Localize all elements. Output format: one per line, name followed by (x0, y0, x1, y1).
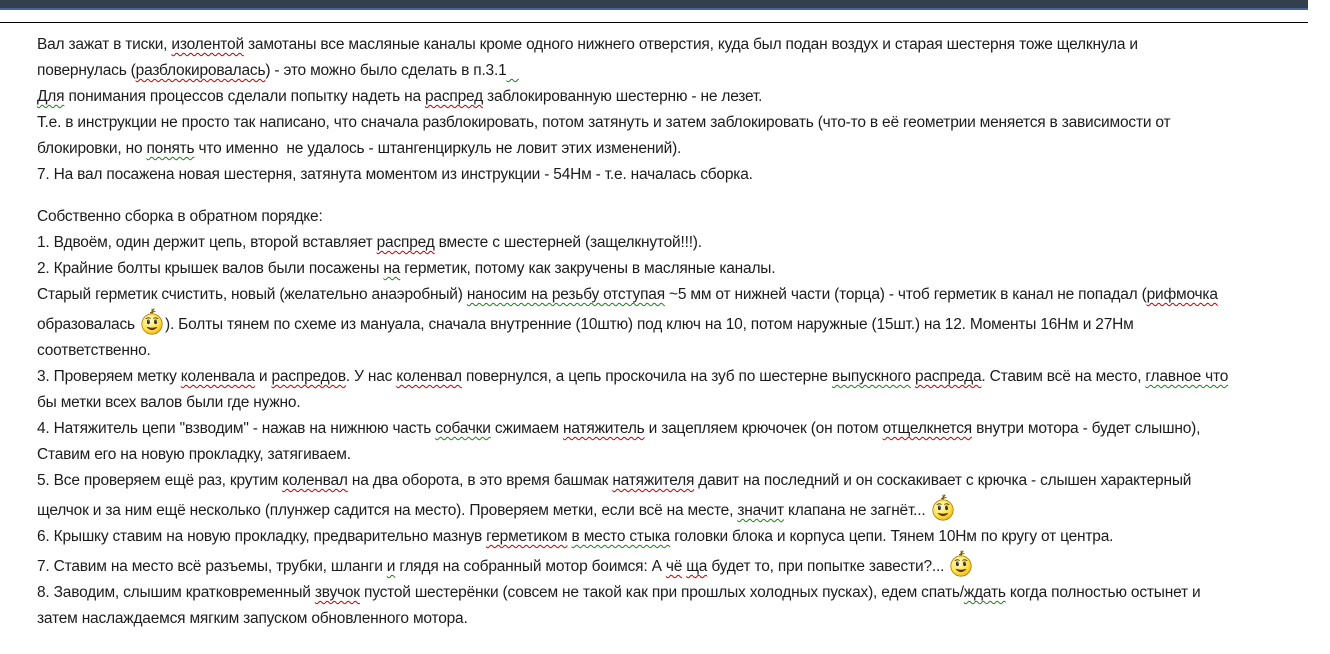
text-run: Старый герметик счистить, новый (желательно анаэробный) (37, 286, 467, 303)
text-run: что именно не удалось - штангенциркуль не ловит этих изменений). (194, 140, 682, 157)
text-line (37, 308, 1310, 338)
text-line (37, 338, 1310, 364)
text-run: и (254, 368, 272, 385)
text-run: . У нас (345, 368, 397, 385)
smiley-emoticon (948, 550, 974, 578)
text-run: 7. На вал посажена новая шестерня, затянута моментом из инструкции - 54Нм - т.е. началась сборка. (37, 166, 753, 183)
text-run: глядя на собранный мотор боимся: А (395, 558, 666, 575)
text-line (37, 256, 1310, 282)
text-run: головки блока и корпуса цепи. Тянем 10Нм по кругу от центра. (670, 528, 1114, 545)
spellcheck-green-run: главное что (1145, 368, 1229, 385)
text-run: повернулся, а цепь проскочила на зуб по шестерне (461, 368, 832, 385)
text-run: замотаны все масляные каналы кроме одного нижнего отверстия, куда был подан воздух и старая шестерня тоже щелкнула и (243, 36, 1138, 53)
text-run: ~5 мм от нижней части (торца) - чтоб герметик в канал не попадал ( (664, 286, 1147, 303)
text-line (37, 390, 1310, 416)
spellcheck-red-run: герметиком (486, 528, 568, 545)
text-run: образовалась (37, 316, 139, 333)
spellcheck-red-run: ща (686, 558, 708, 575)
text-line (37, 550, 1310, 580)
spellcheck-green-run: собачки (435, 420, 491, 437)
text-run: Ставим его на новую прокладку, затягиваем. (37, 446, 351, 463)
spellcheck-red-run: изолентой (171, 36, 244, 53)
text-run: и зацепляем крючочек (он потом (644, 420, 883, 437)
text-run: 2. Крайние болты крышек валов были посажены (37, 260, 384, 277)
text-line (37, 494, 1310, 524)
text-line (37, 32, 1310, 58)
spellcheck-green-run: значит (737, 502, 784, 519)
text-run: сжимаем (490, 420, 564, 437)
spellcheck-green-run: выпускного (831, 368, 911, 385)
text-run: Собственно сборка в обратном порядке: (37, 208, 323, 225)
text-run: . Ставим всё на место, (981, 368, 1146, 385)
text-line (37, 84, 1310, 110)
text-run: на два оборота, в это время башмак (347, 472, 613, 489)
text-run: заблокированную шестерню - не лезет. (482, 88, 763, 105)
spellcheck-red-run: натяжителя (612, 472, 695, 489)
text-run: бы метки всех валов были где нужно. (37, 394, 301, 411)
text-run: щелчок и за ним ещё несколько (плунжер садится на место). Проверяем метки, если всё на месте, (37, 502, 738, 519)
text-line (37, 442, 1310, 468)
text-run: вместе с шестерней (защелкнутой!!!). (434, 234, 702, 251)
text-run: блокировки, но (37, 140, 147, 157)
text-run: Вал зажат в тиски, (37, 36, 172, 53)
spellcheck-green-run: ждать (963, 584, 1006, 601)
text-line (37, 282, 1310, 308)
text-line (37, 204, 1310, 230)
spellcheck-red-run: звучок (314, 584, 360, 601)
text-line (37, 230, 1310, 256)
spellcheck-red-run: отщелкнется (882, 420, 972, 437)
text-run: будет то, при попытке завести?... (707, 558, 949, 575)
spellcheck-red-run: коленвала (180, 368, 255, 385)
text-line (37, 364, 1310, 390)
text-run: повернулась ( (37, 62, 136, 79)
text-line (37, 468, 1310, 494)
spellcheck-green-run: Для (37, 88, 65, 105)
text-run: 3. Проверяем метку (37, 368, 181, 385)
text-run: понимания процессов сделали попытку надеть на (64, 88, 425, 105)
text-run: 7. Ставим на место всё разъемы, трубки, шланги (37, 558, 387, 575)
spellcheck-red-run: коленвал (282, 472, 348, 489)
spellcheck-red-run: распред (425, 88, 483, 105)
text-run: соответственно. (37, 342, 151, 359)
spellcheck-red-run: распред (376, 234, 435, 251)
text-run: пустой шестерёнки (совсем не такой как при прошлых холодных пусках), едем спать/ (359, 584, 964, 601)
spellcheck-green-run (507, 62, 519, 79)
spellcheck-red-run: разблокировалась (135, 62, 266, 79)
text-run: ). Болты тянем по схеме из мануала, сначала внутренние (10штю) под ключ на 10, потом наружные (15шт.) на 12. Моменты 16Нм и 27Нм (165, 316, 1134, 333)
text-line (37, 606, 1310, 632)
spellcheck-red-run: распредов (271, 368, 346, 385)
text-run: клапана не загнёт... (783, 502, 930, 519)
text-run: внутри мотора - будет слышно), (972, 420, 1201, 437)
text-run: Т.е. в инструкции не просто так написано, что сначала разблокировать, потом затянуть и затем заблокировать (что-то в её геометрии меняется в зависимости от (37, 114, 1171, 131)
text-run: 6. Крышку ставим на новую прокладку, предварительно мазнув (37, 528, 487, 545)
text-run: 5. Все проверяем ещё раз, крутим (37, 472, 283, 489)
text-line (37, 110, 1310, 136)
text-line (37, 162, 1310, 188)
spellcheck-green-run: в место стыка (571, 528, 671, 545)
text-line (37, 524, 1310, 550)
text-line (37, 580, 1310, 606)
spellcheck-red-run: рифмочка (1146, 286, 1218, 303)
text-run: 4. Натяжитель цепи "взводим" - нажав на нижнюю часть (37, 420, 436, 437)
window-top-bar (0, 0, 1308, 10)
text-line (37, 58, 1310, 84)
spellcheck-red-run: натяжитель (563, 420, 645, 437)
spellcheck-red-run: коленвал (396, 368, 462, 385)
blank-line (37, 188, 1310, 204)
text-run: затем наслаждаемся мягким запуском обновленного мотора. (37, 610, 468, 627)
text-run: герметик, потому как закручены в масляные каналы. (400, 260, 776, 277)
smiley-emoticon (930, 494, 956, 522)
spellcheck-green-run: на (383, 260, 401, 277)
smiley-emoticon (139, 308, 165, 336)
text-line (37, 416, 1310, 442)
text-run: давит на последний и он соскакивает с крючка - слышен характерный (694, 472, 1192, 489)
text-run: когда полностью остынет и (1005, 584, 1201, 601)
text-run: 1. Вдвоём, один держит цепь, второй вставляет (37, 234, 377, 251)
text-run: ) - это можно было сделать в п.3.1 (265, 62, 507, 79)
spellcheck-green-run: и (386, 558, 396, 575)
spellcheck-green-run: наносим на резьбу отступая (466, 286, 665, 303)
document-body[interactable] (0, 23, 1330, 654)
spellcheck-red-run: распреда (915, 368, 982, 385)
spellcheck-green-run: понять (146, 140, 195, 157)
text-line (37, 136, 1310, 162)
spellcheck-red-run: чё (665, 558, 683, 575)
text-run: 8. Заводим, слышим кратковременный (37, 584, 315, 601)
